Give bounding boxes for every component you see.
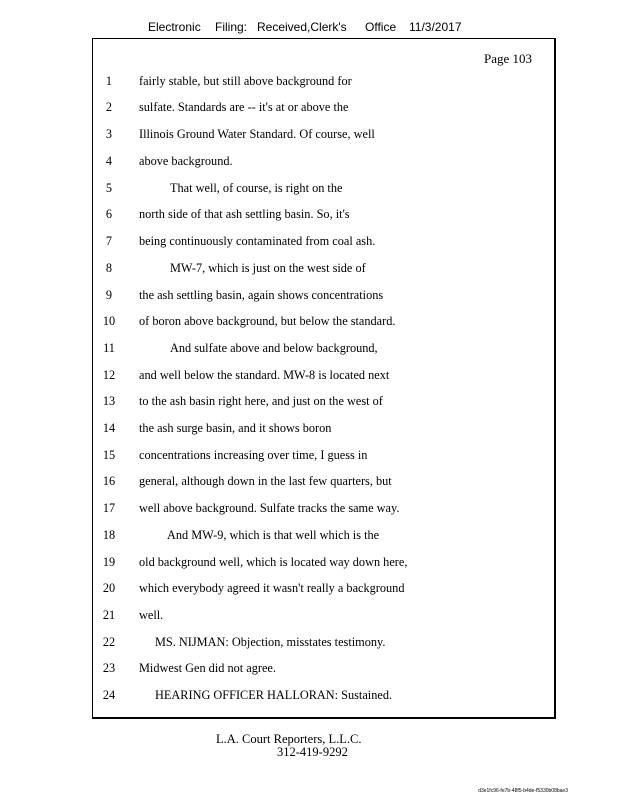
transcript-line bbox=[93, 471, 553, 491]
line-text: sulfate. Standards are -- it's at or above the bbox=[139, 100, 349, 114]
transcript-line bbox=[93, 71, 553, 91]
line-number: 1 bbox=[105, 74, 113, 88]
transcript-line bbox=[93, 445, 553, 465]
filing-received: Received,Clerk's bbox=[257, 20, 347, 34]
line-text: fairly stable, but still above background for bbox=[139, 74, 352, 88]
transcript-line bbox=[93, 151, 553, 171]
line-number: 17 bbox=[102, 501, 116, 515]
transcript-page bbox=[92, 38, 556, 719]
line-number: 3 bbox=[105, 127, 113, 141]
transcript-line bbox=[93, 338, 553, 358]
line-text: HEARING OFFICER HALLORAN: Sustained. bbox=[155, 688, 393, 702]
line-text: Illinois Ground Water Standard. Of course, well bbox=[139, 127, 375, 141]
line-number: 4 bbox=[105, 154, 113, 168]
transcript-line bbox=[93, 498, 553, 518]
transcript-line bbox=[93, 632, 553, 652]
transcript-line bbox=[93, 605, 553, 625]
line-text: well. bbox=[139, 608, 164, 622]
transcript-line bbox=[93, 658, 553, 678]
line-number: 22 bbox=[102, 635, 116, 649]
line-text: MS. NIJMAN: Objection, misstates testimony. bbox=[155, 635, 386, 649]
transcript-line bbox=[93, 178, 553, 198]
transcript-line bbox=[93, 418, 553, 438]
line-text: the ash surge basin, and it shows boron bbox=[139, 421, 332, 435]
transcript-line bbox=[93, 124, 553, 144]
reporter-phone: 312-419-9292 bbox=[277, 745, 348, 759]
line-number: 18 bbox=[102, 528, 116, 542]
line-text: being continuously contaminated from coal ash. bbox=[139, 234, 376, 248]
line-text: That well, of course, is right on the bbox=[170, 181, 343, 195]
line-number: 11 bbox=[103, 341, 115, 355]
line-number: 8 bbox=[105, 261, 113, 275]
transcript-line bbox=[93, 525, 553, 545]
line-number: 19 bbox=[102, 555, 116, 569]
transcript-line bbox=[93, 578, 553, 598]
line-number: 12 bbox=[102, 368, 116, 382]
reporter-company: L.A. Court Reporters, L.L.C. bbox=[216, 732, 362, 746]
line-number: 2 bbox=[105, 100, 113, 114]
line-text: Midwest Gen did not agree. bbox=[139, 661, 276, 675]
line-number: 21 bbox=[102, 608, 116, 622]
line-number: 23 bbox=[102, 661, 116, 675]
line-number: 24 bbox=[102, 688, 116, 702]
filing-stamp-header bbox=[148, 20, 462, 34]
transcript-line bbox=[93, 231, 553, 251]
line-number: 14 bbox=[102, 421, 116, 435]
line-text: old background well, which is located way down here, bbox=[139, 555, 408, 569]
line-text: north side of that ash settling basin. So, it's bbox=[139, 207, 350, 221]
filing-electronic: Electronic bbox=[148, 20, 201, 34]
line-number: 15 bbox=[102, 448, 116, 462]
transcript-line bbox=[93, 552, 553, 572]
transcript-line bbox=[93, 365, 553, 385]
transcript-line bbox=[93, 685, 553, 705]
line-text: of boron above background, but below the standard. bbox=[139, 314, 396, 328]
line-text: the ash settling basin, again shows concentrations bbox=[139, 288, 384, 302]
transcript-line bbox=[93, 97, 553, 117]
filing-label: Filing: bbox=[215, 20, 248, 34]
line-text: which everybody agreed it wasn't really a background bbox=[139, 581, 405, 595]
line-number: 16 bbox=[102, 474, 116, 488]
line-number: 9 bbox=[105, 288, 113, 302]
transcript-line bbox=[93, 311, 553, 331]
line-text: well above background. Sulfate tracks the same way. bbox=[139, 501, 400, 515]
transcript-line bbox=[93, 204, 553, 224]
line-text: And MW-9, which is that well which is the bbox=[167, 528, 380, 542]
filing-date: 11/3/2017 bbox=[409, 20, 462, 34]
line-text: MW-7, which is just on the west side of bbox=[170, 261, 366, 275]
page-number: Page 103 bbox=[483, 51, 532, 66]
line-text: And sulfate above and below background, bbox=[170, 341, 378, 355]
transcript-line bbox=[93, 391, 553, 411]
line-text: concentrations increasing over time, I guess in bbox=[139, 448, 368, 462]
line-text: general, although down in the last few quarters, but bbox=[139, 474, 392, 488]
filing-office: Office bbox=[365, 20, 397, 34]
line-text: above background. bbox=[139, 154, 233, 168]
line-number: 20 bbox=[102, 581, 116, 595]
line-number: 13 bbox=[102, 394, 116, 408]
line-number: 6 bbox=[105, 207, 113, 221]
line-number: 7 bbox=[105, 234, 113, 248]
line-number: 5 bbox=[105, 181, 113, 195]
transcript-line bbox=[93, 258, 553, 278]
line-number: 10 bbox=[102, 314, 116, 328]
line-text: to the ash basin right here, and just on the west of bbox=[139, 394, 383, 408]
document-id: d3e1fc96-fe7b-48f5-b4de-f5330b08bae3 bbox=[478, 788, 568, 794]
line-text: and well below the standard. MW-8 is located next bbox=[139, 368, 390, 382]
transcript-line bbox=[93, 285, 553, 305]
